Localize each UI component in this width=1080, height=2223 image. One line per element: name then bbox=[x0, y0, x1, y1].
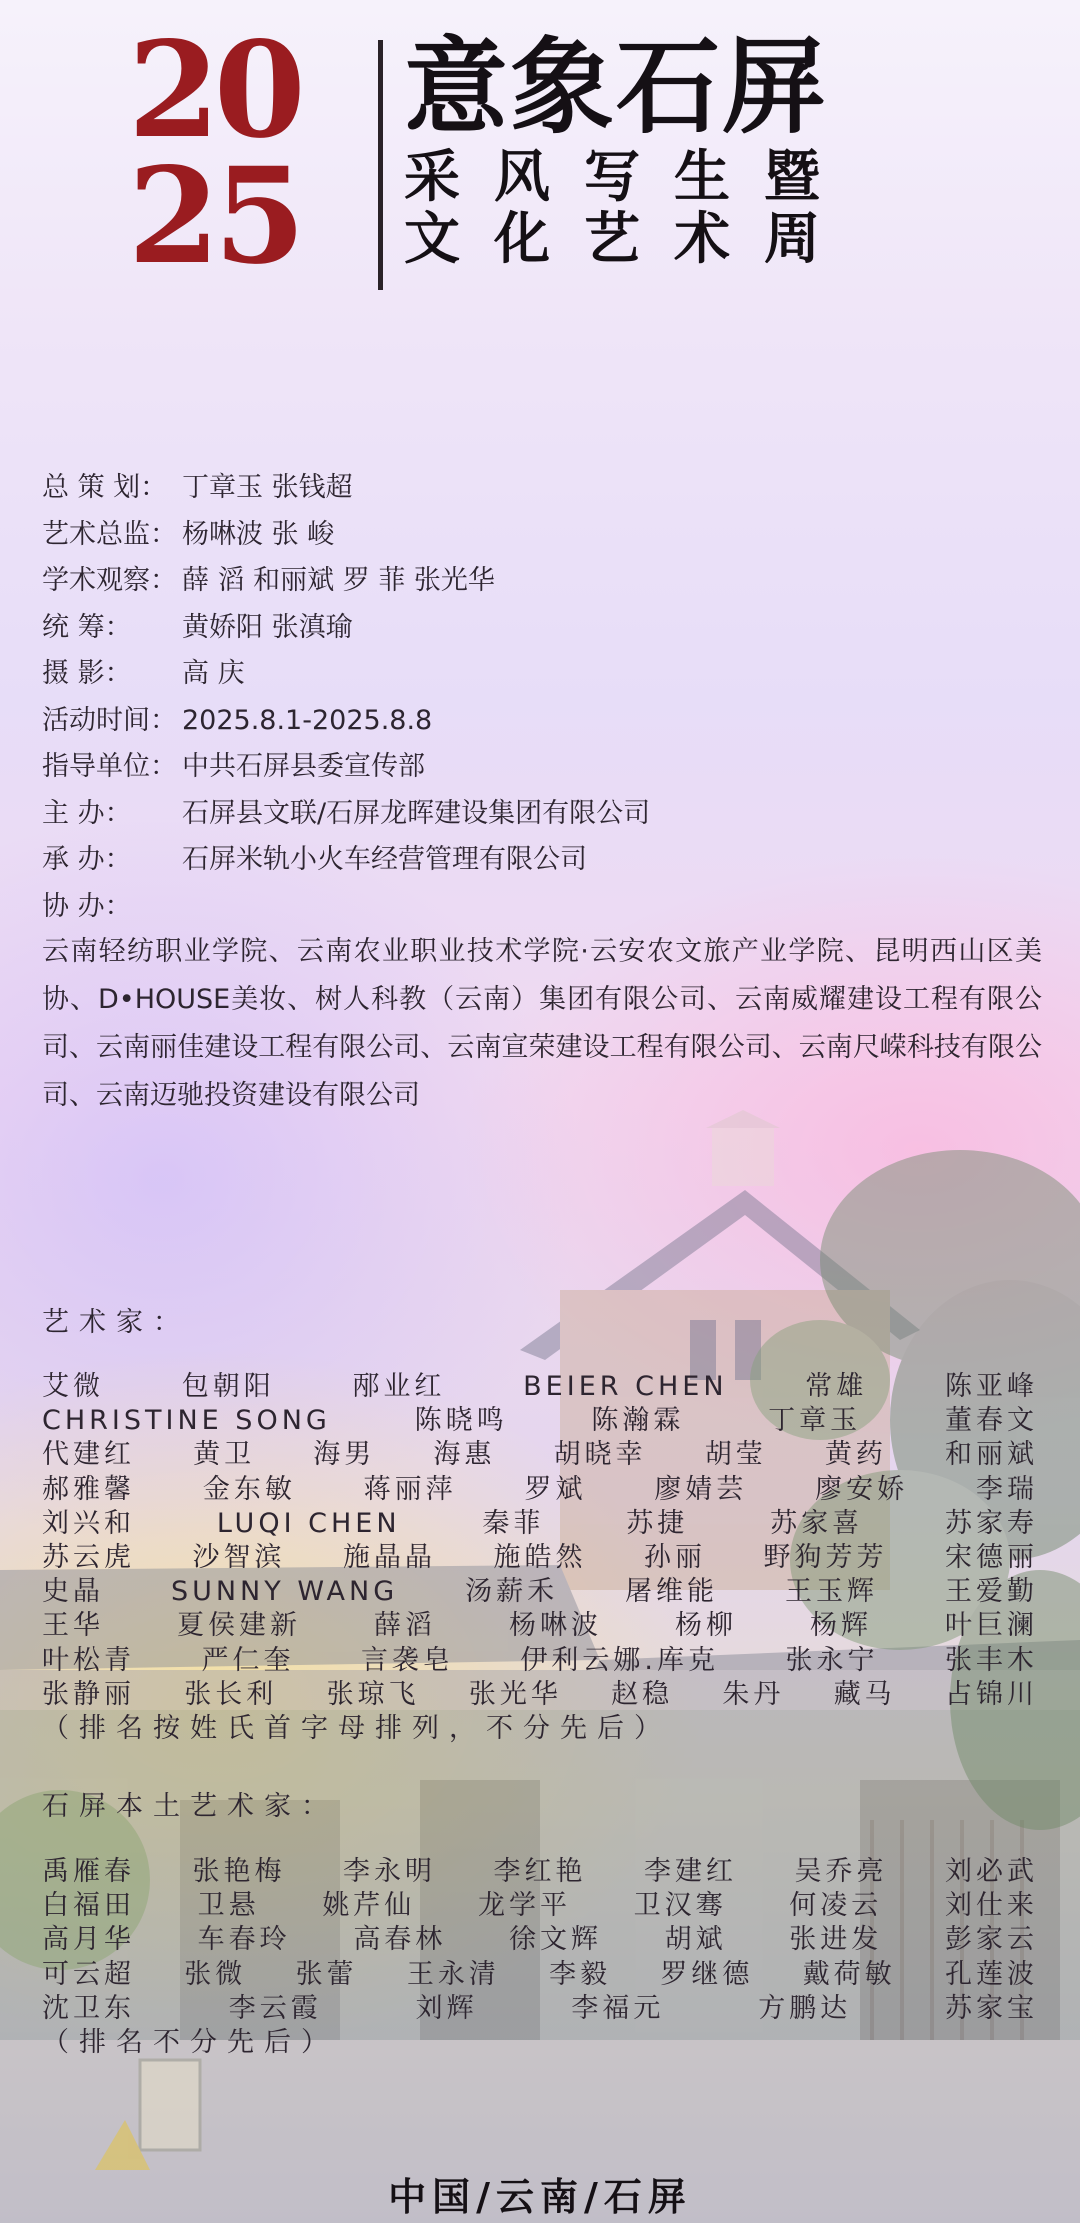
artist-name: 海惠 bbox=[433, 1439, 496, 1471]
artist-name: 李永明 bbox=[343, 1856, 436, 1887]
artist-name: 徐文辉 bbox=[508, 1924, 602, 1956]
artist-name: 杨柳 bbox=[675, 1610, 737, 1642]
artist-name: 张微 bbox=[184, 1958, 247, 1990]
artist-name: LUQI CHEN bbox=[216, 1507, 401, 1539]
artist-name: 张进发 bbox=[789, 1924, 883, 1956]
artist-name: 黄药 bbox=[824, 1439, 887, 1471]
credit-value: 杨啉波 张 峻 bbox=[182, 518, 335, 550]
credit-label: 协 办： bbox=[42, 890, 132, 922]
credit-value: 黄娇阳 张滇瑜 bbox=[182, 611, 353, 643]
artist-name: 吴乔亮 bbox=[794, 1856, 888, 1887]
artist-name: 白福田 bbox=[42, 1890, 135, 1922]
artist-name: 王华 bbox=[42, 1610, 104, 1642]
artist-name: 叶巨澜 bbox=[945, 1610, 1038, 1642]
event-title-block bbox=[404, 25, 964, 272]
artist-name: 沈卫东 bbox=[42, 1992, 135, 2024]
artist-name: 陈亚峰 bbox=[944, 1371, 1038, 1402]
artist-name: 苏家寿 bbox=[944, 1507, 1038, 1539]
artist-name: 李瑞 bbox=[975, 1473, 1038, 1505]
artist-name: 叶松青 bbox=[42, 1644, 135, 1676]
header-divider bbox=[378, 40, 383, 290]
artist-name: 杨辉 bbox=[810, 1610, 872, 1642]
local-artists-list bbox=[42, 1855, 1038, 2060]
artist-name: 苏家喜 bbox=[770, 1507, 864, 1539]
credit-label: 学术观察： bbox=[42, 565, 177, 596]
artist-name: 包朝阳 bbox=[181, 1371, 275, 1402]
credit-row bbox=[42, 465, 1042, 512]
artist-name: 伊利云娜.库克 bbox=[520, 1644, 719, 1676]
artist-name: 张琼飞 bbox=[326, 1678, 420, 1710]
artist-name: 代建红 bbox=[42, 1439, 135, 1471]
ranking-note: （排名不分先后） bbox=[42, 2026, 338, 2058]
artists-list bbox=[42, 1370, 1038, 1746]
artist-name: 施皓然 bbox=[493, 1541, 587, 1573]
artist-name: 占锦川 bbox=[944, 1678, 1038, 1710]
artist-name: 董春文 bbox=[944, 1405, 1038, 1437]
artist-name: 高春林 bbox=[353, 1924, 447, 1956]
artist-name: 张永宁 bbox=[785, 1644, 879, 1676]
artist-name: 严仁奎 bbox=[201, 1644, 295, 1676]
credit-row bbox=[42, 884, 1042, 931]
artist-name: 朱丹 bbox=[722, 1678, 785, 1710]
artist-name: 郝雅馨 bbox=[42, 1473, 135, 1505]
artist-name: 方鹏达 bbox=[758, 1992, 852, 2024]
artist-name: 苏捷 bbox=[626, 1507, 689, 1539]
artist-name: 禹雁春 bbox=[42, 1856, 135, 1887]
artist-row bbox=[42, 1678, 1038, 1712]
artist-name: 戴荷敏 bbox=[802, 1958, 896, 1990]
artist-row bbox=[42, 1541, 1038, 1575]
artist-name: 李毅 bbox=[549, 1958, 612, 1990]
credit-row bbox=[42, 605, 1042, 652]
artist-name: 胡晓幸 bbox=[553, 1439, 647, 1471]
artist-name: 胡莹 bbox=[704, 1439, 767, 1471]
artist-name: 廖安娇 bbox=[815, 1473, 909, 1505]
artist-row bbox=[42, 1992, 1038, 2026]
artist-name: 李红艳 bbox=[493, 1856, 587, 1887]
artist-name: 屠维能 bbox=[625, 1576, 719, 1608]
artist-name: 丁章玉 bbox=[768, 1405, 862, 1437]
artist-name: 何凌云 bbox=[789, 1890, 883, 1922]
artist-name: 姚芹仙 bbox=[322, 1890, 416, 1922]
artist-row bbox=[42, 1923, 1038, 1957]
artist-row bbox=[42, 1575, 1038, 1609]
year-top: 20 bbox=[128, 13, 300, 168]
artist-row bbox=[42, 1507, 1038, 1541]
artist-name: 卫汉骞 bbox=[633, 1890, 727, 1922]
artist-name: 李福元 bbox=[571, 1992, 665, 2024]
artist-name: 宋德丽 bbox=[945, 1541, 1038, 1573]
credit-value: 石屏县文联/石屏龙晖建设集团有限公司 bbox=[182, 797, 651, 829]
artist-name: 罗继德 bbox=[660, 1958, 754, 1990]
artist-name: 龙学平 bbox=[477, 1890, 571, 1922]
artist-name: 苏云虎 bbox=[42, 1541, 135, 1573]
credit-row bbox=[42, 791, 1042, 838]
artist-name: 刘必武 bbox=[945, 1856, 1038, 1887]
artist-name: 施晶晶 bbox=[343, 1541, 436, 1573]
local-artists-heading: 石屏本土艺术家： bbox=[42, 1791, 338, 1822]
credit-label: 活动时间： bbox=[42, 704, 177, 736]
artist-row bbox=[42, 1404, 1038, 1438]
artist-name: 高月华 bbox=[42, 1924, 135, 1956]
credit-label: 承 办： bbox=[42, 844, 132, 875]
credit-label: 统 筹： bbox=[42, 611, 132, 643]
artist-name: CHRISTINE SONG bbox=[42, 1405, 331, 1437]
artist-name: 孔莲波 bbox=[944, 1958, 1038, 1990]
artist-name: 海男 bbox=[313, 1439, 376, 1471]
credit-label: 指导单位： bbox=[42, 751, 177, 782]
event-subtitle-line2: 文化艺术周 bbox=[404, 206, 854, 272]
credit-value: 薛 滔 和丽斌 罗 菲 张光华 bbox=[182, 565, 495, 596]
artist-name: SUNNY WANG bbox=[170, 1576, 399, 1608]
artist-name: 胡斌 bbox=[664, 1924, 727, 1956]
artist-name: 和丽斌 bbox=[944, 1439, 1038, 1471]
artist-name: 彭家云 bbox=[944, 1924, 1038, 1956]
artist-name: 张静丽 bbox=[42, 1678, 135, 1710]
artist-name: 可云超 bbox=[42, 1958, 135, 1990]
event-subtitle-line1: 采风写生暨 bbox=[404, 144, 854, 210]
artist-name: 张光华 bbox=[468, 1678, 562, 1710]
artist-row bbox=[42, 1609, 1038, 1643]
artist-name: 张丰木 bbox=[944, 1644, 1038, 1676]
credits-list bbox=[42, 465, 1042, 930]
year-logo bbox=[128, 13, 368, 294]
artist-name: 李建红 bbox=[644, 1856, 737, 1887]
artist-row bbox=[42, 1644, 1038, 1678]
artist-name: 李云霞 bbox=[228, 1992, 322, 2024]
artist-name: 言袭皂 bbox=[360, 1644, 454, 1676]
artist-name: 刘兴和 bbox=[42, 1507, 135, 1539]
ranking-note: （排名按姓氏首字母排列，不分先后） bbox=[42, 1712, 671, 1744]
artist-row bbox=[42, 1473, 1038, 1507]
artist-name: 野狗芳芳 bbox=[763, 1541, 888, 1573]
artist-row bbox=[42, 1370, 1038, 1404]
artist-row bbox=[42, 1889, 1038, 1923]
artist-name: 薛滔 bbox=[374, 1610, 436, 1642]
artist-name: 张长利 bbox=[184, 1678, 278, 1710]
artist-name: 罗斌 bbox=[524, 1473, 587, 1505]
credit-value: 高 庆 bbox=[182, 658, 245, 689]
artist-name: BEIER CHEN bbox=[523, 1371, 728, 1402]
artist-name: 陈瀚霖 bbox=[591, 1405, 685, 1437]
artist-name: 赵稳 bbox=[611, 1678, 674, 1710]
credit-row bbox=[42, 837, 1042, 884]
artist-name: 黄卫 bbox=[193, 1439, 256, 1471]
event-title: 意象石屏 bbox=[404, 25, 829, 148]
artist-row bbox=[42, 1438, 1038, 1472]
artist-name: 常雄 bbox=[805, 1371, 868, 1402]
credit-row bbox=[42, 698, 1042, 745]
credit-row bbox=[42, 558, 1042, 605]
artist-name: 邴业红 bbox=[352, 1371, 446, 1402]
co-organizers-list: 云南轻纺职业学院、云南农业职业技术学院·云安农文旅产业学院、昆明西山区美协、D•HOUSE美妆、树人科教（云南）集团有限公司、云南威耀建设工程有限公司、云南丽佳建设工程有限公司、云南宣荣建设工程有限公司、云南尺嵘科技有限公司、云南迈驰投资建设有限公司 bbox=[42, 936, 1042, 1111]
artist-name: 张艳梅 bbox=[192, 1856, 286, 1887]
artist-name: 杨啉波 bbox=[509, 1610, 602, 1642]
artist-name: 车春玲 bbox=[197, 1924, 291, 1956]
artist-name: 张蕾 bbox=[295, 1958, 358, 1990]
credit-label: 摄 影： bbox=[42, 658, 132, 689]
credit-label: 主 办： bbox=[42, 797, 132, 829]
artist-name: 刘仕来 bbox=[944, 1890, 1038, 1922]
credit-row bbox=[42, 744, 1042, 791]
artist-row bbox=[42, 1855, 1038, 1889]
artist-name: 孙丽 bbox=[644, 1541, 706, 1573]
credit-value: 2025.8.1-2025.8.8 bbox=[182, 704, 433, 736]
credit-value: 中共石屏县委宣传部 bbox=[182, 751, 425, 782]
artist-name: 藏马 bbox=[833, 1678, 896, 1710]
artist-name: 金东敏 bbox=[202, 1473, 296, 1505]
credit-label: 总 策 划： bbox=[42, 472, 168, 503]
artist-name: 秦菲 bbox=[482, 1507, 545, 1539]
artist-name: 王爱勤 bbox=[944, 1576, 1038, 1608]
credit-row bbox=[42, 651, 1042, 698]
credit-label: 艺术总监： bbox=[42, 518, 177, 550]
year-bottom: 25 bbox=[128, 139, 300, 294]
artist-name: 王玉辉 bbox=[785, 1576, 878, 1608]
artist-name: 苏家宝 bbox=[944, 1992, 1038, 2024]
artist-name: 史晶 bbox=[42, 1576, 104, 1608]
credit-row bbox=[42, 512, 1042, 559]
artist-name: 陈晓鸣 bbox=[414, 1405, 508, 1437]
artists-heading: 艺术家： bbox=[42, 1307, 190, 1338]
credit-value: 石屏米轨小火车经营管理有限公司 bbox=[182, 844, 587, 875]
artist-name: 蒋丽萍 bbox=[363, 1473, 457, 1505]
artist-name: 王永清 bbox=[406, 1958, 500, 1990]
artist-name: 夏侯建新 bbox=[177, 1610, 301, 1642]
artist-name: 刘辉 bbox=[415, 1992, 478, 2024]
artist-name: 卫悬 bbox=[197, 1890, 260, 1922]
artist-name: 汤薪禾 bbox=[465, 1576, 559, 1608]
location-footer: 中国/云南/石屏 bbox=[388, 2175, 692, 2219]
artist-name: 廖婧芸 bbox=[654, 1473, 748, 1505]
artist-name: 艾微 bbox=[42, 1371, 104, 1402]
credit-value: 丁章玉 张钱超 bbox=[182, 472, 353, 503]
artist-row bbox=[42, 1958, 1038, 1992]
artist-name: 沙智滨 bbox=[192, 1541, 286, 1573]
